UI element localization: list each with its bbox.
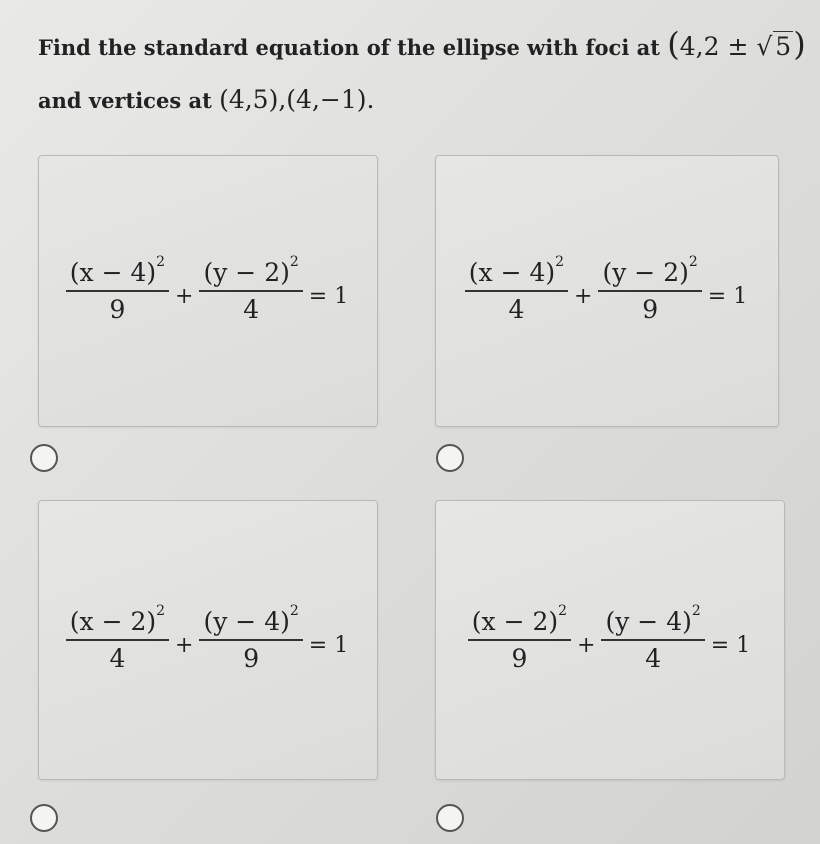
option-card-c[interactable]	[38, 500, 378, 780]
exponent-y: 2	[688, 253, 698, 270]
plus-sign: +	[574, 283, 593, 309]
equals-one: = 1	[707, 283, 748, 309]
denominator-y: 4	[645, 644, 662, 673]
denominator-x: 4	[109, 644, 126, 673]
exponent-y: 2	[289, 602, 299, 619]
denominator-x: 9	[109, 295, 126, 324]
option-card-a[interactable]	[38, 155, 378, 427]
fraction-x	[66, 602, 169, 673]
radio-option-d[interactable]	[436, 804, 464, 832]
foci-close-paren: )	[793, 25, 806, 63]
exponent-x: 2	[156, 253, 166, 270]
radio-option-a[interactable]	[30, 444, 58, 472]
fraction-y	[199, 602, 302, 673]
numerator-y: (y − 2)	[602, 258, 689, 287]
exponent-x: 2	[156, 602, 166, 619]
fraction-x	[465, 253, 568, 324]
question-text-2: and vertices at	[38, 88, 212, 113]
fraction-x	[66, 253, 169, 324]
plus-sign: +	[175, 283, 194, 309]
equals-one: = 1	[308, 632, 349, 658]
denominator-y: 9	[243, 644, 260, 673]
foci-radicand: 5	[775, 32, 792, 61]
denominator-x: 4	[508, 295, 525, 324]
foci-x: 4	[679, 32, 696, 61]
exponent-x: 2	[555, 253, 565, 270]
numerator-x: (x − 2)	[69, 607, 157, 636]
denominator-y: 9	[642, 295, 659, 324]
numerator-y: (y − 2)	[203, 258, 290, 287]
plus-sign: +	[577, 632, 596, 658]
foci-value	[667, 25, 806, 63]
plus-sign: +	[175, 632, 194, 658]
exponent-x: 2	[558, 602, 568, 619]
option-equation	[436, 253, 778, 324]
option-equation	[39, 253, 377, 324]
question-line-1	[38, 25, 806, 63]
numerator-x: (x − 4)	[69, 258, 157, 287]
radio-option-b[interactable]	[436, 444, 464, 472]
exponent-y: 2	[691, 602, 701, 619]
numerator-x: (x − 4)	[468, 258, 556, 287]
foci-open-paren: (	[667, 25, 680, 63]
fraction-x	[468, 602, 571, 673]
option-equation	[39, 602, 377, 673]
question-line-2	[38, 86, 374, 115]
fraction-y	[598, 253, 701, 324]
fraction-y	[601, 602, 704, 673]
fraction-y	[199, 253, 302, 324]
option-equation	[436, 602, 784, 673]
denominator-y: 4	[243, 295, 260, 324]
numerator-x: (x − 2)	[471, 607, 559, 636]
equals-one: = 1	[308, 283, 349, 309]
option-card-b[interactable]	[435, 155, 779, 427]
vertices-value: (4,5),(4,−1).	[219, 85, 375, 114]
foci-comma: ,	[695, 32, 704, 61]
equals-one: = 1	[710, 632, 751, 658]
sqrt-symbol: √	[756, 32, 773, 61]
option-card-d[interactable]	[435, 500, 785, 780]
denominator-x: 9	[511, 644, 528, 673]
foci-y: 2 ±	[703, 32, 757, 61]
numerator-y: (y − 4)	[203, 607, 290, 636]
question-text-1: Find the standard equation of the ellipse with foci at	[38, 35, 660, 60]
radio-option-c[interactable]	[30, 804, 58, 832]
exponent-y: 2	[289, 253, 299, 270]
numerator-y: (y − 4)	[605, 607, 692, 636]
